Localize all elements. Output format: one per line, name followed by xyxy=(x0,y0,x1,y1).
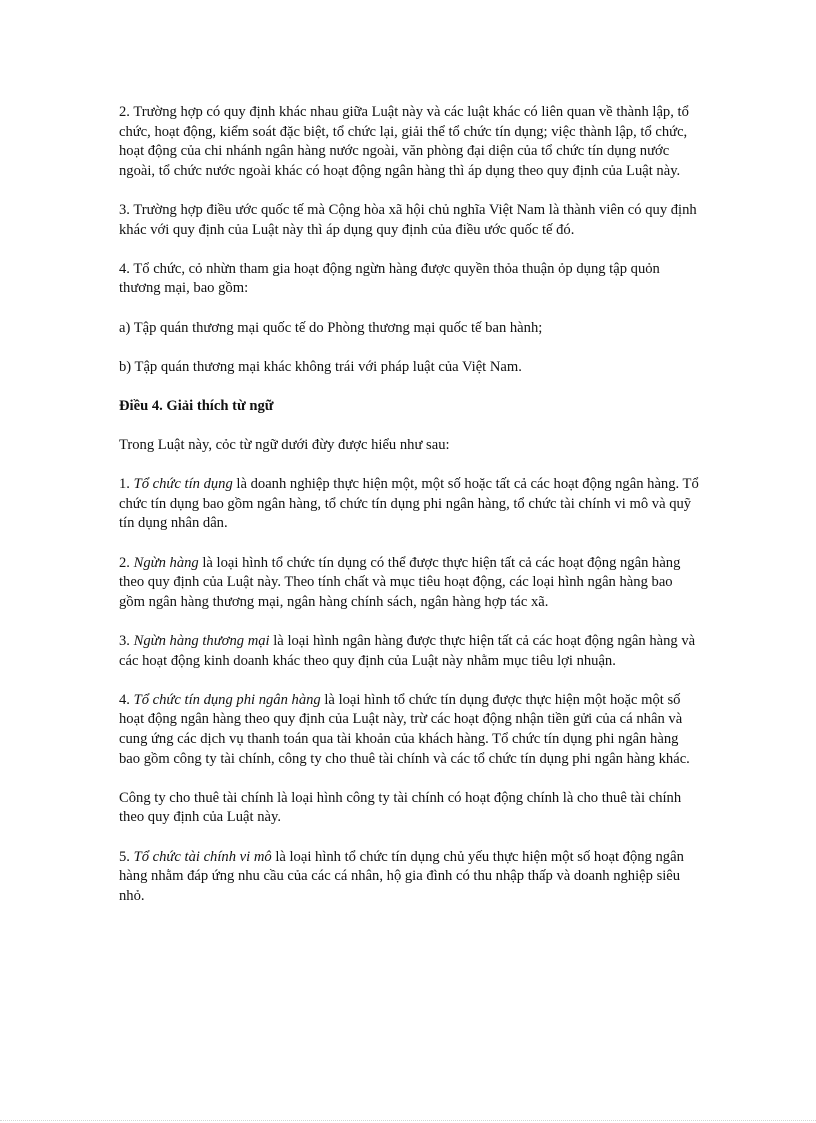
definition-3 xyxy=(119,632,699,671)
definition-number: 5. xyxy=(119,848,134,865)
definition-text: là loại hình tổ chức tín dụng được thực hiện một hoặc một số hoạt động ngân hàng theo quy định của Luật này, trừ các hoạt động nhận tiền gửi của cá nhân và cung ứng các dịch vụ thanh toán qua tài khoản của khách hàng. Tổ chức tín dụng phi ngân hàng bao gồm công ty tài chính, công ty cho thuê tài chính và các tổ chức tín dụng phi ngân hàng khác. xyxy=(119,691,690,767)
definition-number: 1. xyxy=(119,476,134,493)
paragraph-article3-clause3: 3. Trường hợp điều ước quốc tế mà Cộng hòa xã hội chủ nghĩa Việt Nam là thành viên có quy định khác với quy định của Luật này thì áp dụng quy định của điều ước quốc tế đó. xyxy=(119,201,697,238)
definition-number: 4. xyxy=(119,691,134,708)
paragraph-article3-clause4: 4. Tổ chức, cỏ nhừn tham gia hoạt động ngừn hàng được quyền thỏa thuận ỏp dụng tập quỏn thương mại, bao gồm: xyxy=(119,260,660,297)
definition-number: 3. xyxy=(119,633,134,650)
definition-text: là doanh nghiệp thực hiện một, một số hoặc tất cả các hoạt động ngân hàng. Tổ chức tín dụng bao gồm ngân hàng, tổ chức tín dụng phi ngân hàng, tổ chức tài chính vi mô và quỹ tín dụng nhân dân. xyxy=(119,476,699,532)
paragraph-article3-clause4b: b) Tập quán thương mại khác không trái với pháp luật của Việt Nam. xyxy=(119,358,522,375)
paragraph-financial-leasing: Công ty cho thuê tài chính là loại hình công ty tài chính có hoạt động chính là cho thuê tài chính theo quy định của Luật này. xyxy=(119,789,682,826)
definition-5 xyxy=(119,848,699,907)
definition-1 xyxy=(119,475,699,534)
defined-term: Tổ chức tín dụng xyxy=(133,476,233,493)
document-body xyxy=(119,103,699,926)
article-4-intro: Trong Luật này, cỏc từ ngữ dưới đừy được hiểu như sau: xyxy=(119,437,450,454)
article-4-heading: Điều 4. Giải thích từ ngữ xyxy=(119,397,274,414)
definition-text: là loại hình tổ chức tín dụng chủ yếu thực hiện một số hoạt động ngân hàng nhằm đáp ứng nhu cầu của các cá nhân, hộ gia đình có thu nhập thấp và doanh nghiệp siêu nhỏ. xyxy=(119,848,684,904)
page-bottom-border xyxy=(0,1120,816,1121)
defined-term: Ngừn hàng thương mại xyxy=(133,633,270,650)
defined-term: Ngừn hàng xyxy=(133,554,199,571)
definition-text: là loại hình tổ chức tín dụng có thể được thực hiện tất cả các hoạt động ngân hàng theo quy định của Luật này. Theo tính chất và mục tiêu hoạt động, các loại hình ngân hàng bao gồm ngân hàng thương mại, ngân hàng chính sách, ngân hàng hợp tác xã. xyxy=(119,554,681,610)
definition-text: là loại hình ngân hàng được thực hiện tất cả các hoạt động ngân hàng và các hoạt động kinh doanh khác theo quy định của Luật này nhằm mục tiêu lợi nhuận. xyxy=(119,633,696,669)
paragraph-article3-clause4a: a) Tập quán thương mại quốc tế do Phòng thương mại quốc tế ban hành; xyxy=(119,319,543,336)
definition-4 xyxy=(119,691,699,769)
definition-2 xyxy=(119,554,699,613)
definition-number: 2. xyxy=(119,554,134,571)
paragraph-article3-clause2: 2. Trường hợp có quy định khác nhau giữa Luật này và các luật khác có liên quan về thành lập, tổ chức, hoạt động, kiểm soát đặc biệt, tổ chức lại, giải thể tổ chức tín dụng; việc thành lập, tổ chức, hoạt động của chi nhánh ngân hàng nước ngoài, văn phòng đại diện của tổ chức tín dụng nước ngoài, tổ chức nước ngoài khác có hoạt động ngân hàng thì áp dụng theo quy định của Luật này. xyxy=(119,104,689,179)
defined-term: Tổ chức tài chính vi mô xyxy=(133,848,272,865)
defined-term: Tổ chức tín dụng phi ngân hàng xyxy=(133,691,321,708)
